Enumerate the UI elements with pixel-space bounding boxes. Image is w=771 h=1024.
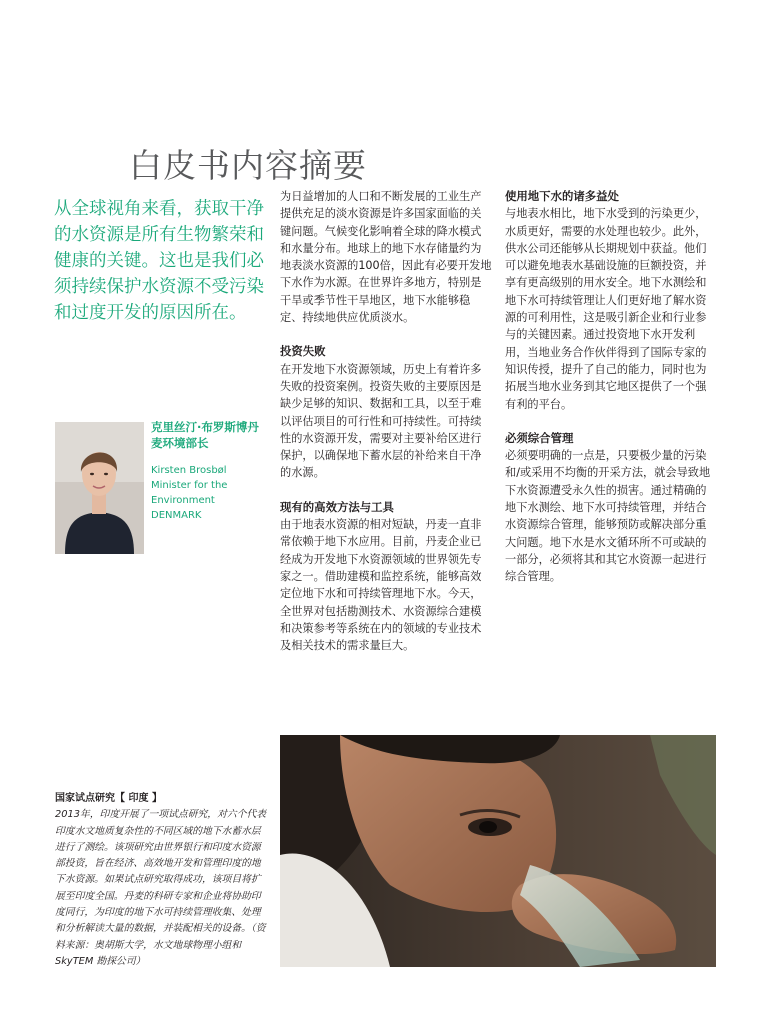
author-title-line-2: Environment — [151, 495, 215, 506]
section-heading-integrated: 必须综合管理 — [505, 430, 574, 445]
author-country: DENMARK — [151, 510, 202, 521]
case-study-body: 2013年，印度开展了一项试点研究，对六个代表印度水文地质复杂性的不同区域的地下水蓄水层进行了测绘。该项研究由世界银行和印度水资源部投资，旨在经济、高效地开发和管理印度的地下水资源。如果试点研究取得成功，该项目将扩展至印度全国。丹麦的科研专家和企业将协助印度同行，为印度的地下水可持续管理收集、处理和分析解读大量的数据，并装配相关的设备。（资料来源：奥胡斯大学，水文地球物理小组和SkyTEM 勘探公司） — [55, 809, 267, 967]
lead-quote: 从全球视角来看，获取干净的水资源是所有生物繁荣和健康的关键。这也是我们必须持续保护水资源不受污染和过度开发的原因所在。 — [54, 199, 264, 323]
author-portrait — [55, 422, 144, 554]
section-heading-benefits: 使用地下水的诸多益处 — [505, 189, 619, 203]
tools-paragraph: 由于地表水资源的相对短缺，丹麦一直非常依赖于地下水应用。目前，丹麦企业已经成为开发地下水资源领域的世界领先专家之一。借助建模和监控系统，能够高效定位地下水和可持续管理地下水。今天，全世界对包括勘测技术、水资源综合建模和决策参考等系统在内的领域的专业技术及相关技术的需求量巨大。 — [280, 518, 482, 653]
child-drinking-water-photo — [280, 735, 716, 967]
section-heading-investment: 投资失败 — [280, 344, 326, 359]
author-name-en — [151, 463, 261, 523]
text-column-2 — [505, 188, 717, 586]
text-column-1 — [280, 188, 492, 654]
integrated-paragraph: 必须要明确的一点是，只要极少量的污染和/或采用不均衡的开采方法，就会导致地下水资源遭受永久性的损害。通过精确的地下水测绘、地下水可持续管理，并结合水资源综合管理，能够预防或解决部分重大问题。地下水是水文循环所不可或缺的一部分，必须将其和其它水资源一起进行综合管理。 — [505, 449, 711, 584]
intro-paragraph: 为日益增加的人口和不断发展的工业生产提供充足的淡水资源是许多国家面临的关键问题。气候变化影响着全球的降水模式和水量分布。地球上的地下水存储量约为地表淡水资源的100倍，因此有必要开发地下水作为水源。在世界许多地方，特别是干旱或季节性干旱地区，地下水能够稳定、持续地供应优质淡水。 — [280, 190, 492, 325]
author-name: Kirsten Brosbøl — [151, 465, 227, 476]
case-study-box — [55, 791, 270, 970]
author-name-cn: 克里丝汀·布罗斯博丹麦环境部长 — [151, 420, 259, 450]
case-study-heading: 国家试点研究【 印度 】 — [55, 793, 162, 804]
page-title: 白皮书内容摘要 — [129, 146, 367, 186]
section-heading-tools: 现有的高效方法与工具 — [280, 499, 394, 514]
investment-paragraph: 在开发地下水资源领域，历史上有着许多失败的投资案例。投资失败的主要原因是缺少足够的知识、数据和工具，以至于难以评估项目的可行性和可持续性。可持续性的水资源开发，需要对主要补给区进行保护，以确保地下蓄水层的补给来自干净的水源。 — [280, 362, 482, 480]
author-title-line-1: Minister for the — [151, 480, 228, 491]
benefits-paragraph: 与地表水相比，地下水受到的污染更少，水质更好，需要的水处理也较少。此外，供水公司还能够从长期规划中获益。他们可以避免地表水基础设施的巨额投资，并享有更高级别的用水安全。地下水测绘和地下水可持续管理让人们更好地了解水资源的可利用性，这是吸引新企业和行业参与的关键因素。通过投资地下水开发利用，当地业务合作伙伴得到了国际专家的知识传授，提升了自己的能力，同时也为拓展当地水业务到其它地区提供了一个强有利的平台。 — [505, 207, 707, 411]
